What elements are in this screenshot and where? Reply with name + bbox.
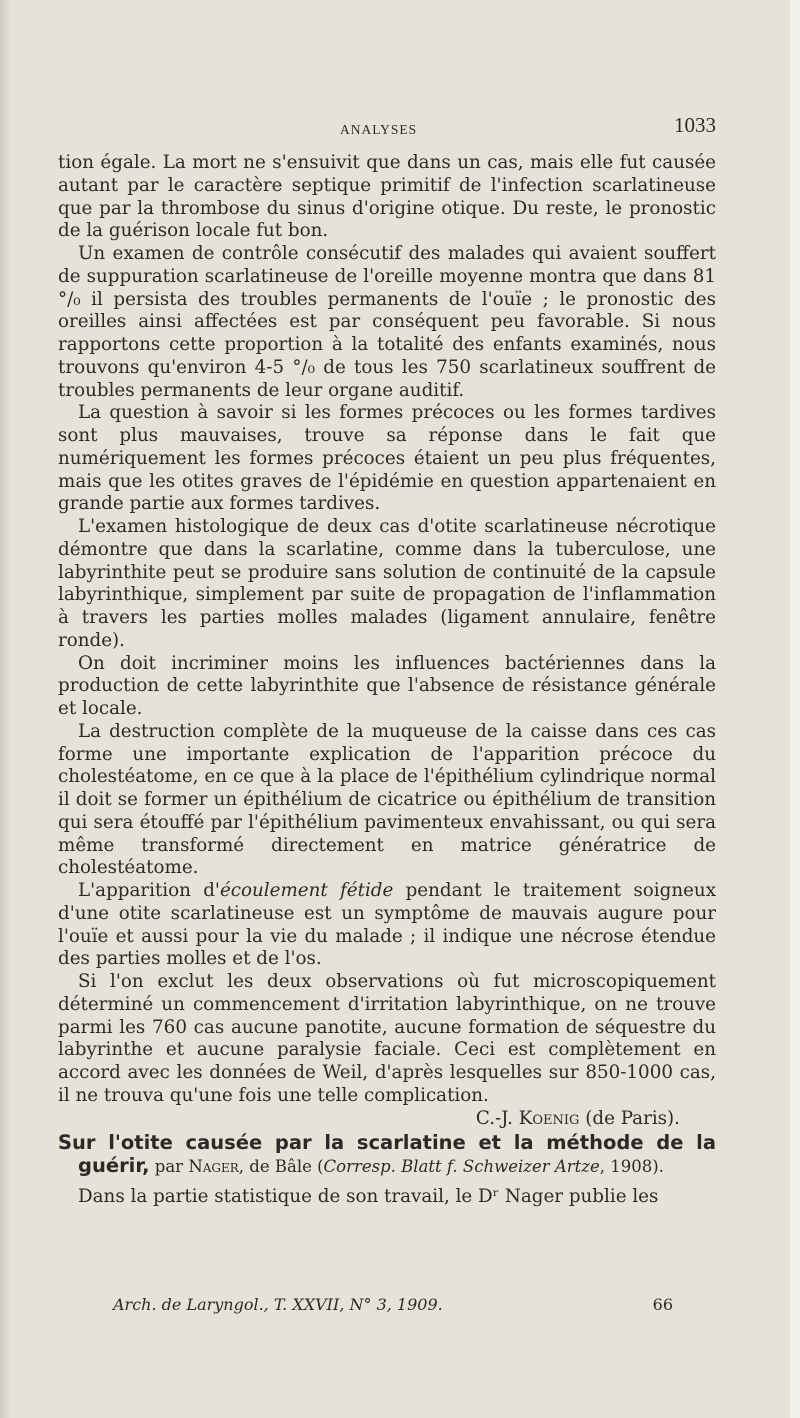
page-right-margin-strip — [790, 0, 800, 1418]
page-content — [58, 112, 716, 1209]
article-city: , de Bâle ( — [238, 1156, 324, 1176]
article-author: Nager — [188, 1156, 239, 1176]
signature-place: (de Paris). — [579, 1107, 680, 1129]
page-footer — [113, 1295, 673, 1314]
paragraph-7-start: L'apparition d' — [78, 880, 220, 901]
signature-name: Koenig — [518, 1107, 580, 1129]
paragraph-2: Un examen de contrôle consécutif des malades qui avaient souffert de suppuration scarlatineuse de l'oreille moyenne montra que dans 81 °/₀ il persista des troubles permanents de l'ouïe ; le pronostic des oreilles ainsi affectées est par conséquent peu favorable. Si nous rapportons cette proportion à la totalité des enfants examinés, nous trouvons qu'environ 4-5 °/₀ de tous les 750 scarlatineux souffrent de troubles permanents de leur organe auditif. — [58, 243, 716, 401]
paragraph-3: La question à savoir si les formes précoces ou les formes tardives sont plus mauvaises, trouve sa réponse dans le fait que numériquement les formes précoces étaient un peu plus fréquentes, mais que les otites graves de l'épidémie en question appartenaient en grande partie aux formes tardives. — [58, 402, 716, 515]
paragraph-5: On doit incriminer moins les influences bactériennes dans la production de cette labyrinthite que l'absence de résistance générale et locale. — [58, 652, 716, 719]
page-left-edge-shadow — [0, 0, 12, 1418]
paragraph-7-emphasis: écoulement fétide — [219, 880, 394, 901]
signature — [58, 1108, 716, 1131]
running-head-title: ANALYSES — [340, 122, 418, 137]
article-heading — [58, 1132, 716, 1178]
paragraph-8: Si l'on exclut les deux observations où fut microscopiquement déterminé un commencement d'irritation labyrinthique, on ne trouve parmi les 760 cas aucune panotite, aucune formation de séquestre du labyrinthe et aucune paralysie faciale. Ceci est complètement en accord avec les données de Weil, d'après lesquelles sur 850-1000 cas, il ne trouva qu'une fois une telle complication. — [58, 971, 716, 1106]
article-title: Sur l'otite causée par la scarlatine et la méthode de la guérir, — [58, 1131, 716, 1177]
article-journal: Corresp. Blatt f. Schweizer Artze — [323, 1156, 600, 1176]
paragraph-4: L'examen histologique de deux cas d'otite scarlatineuse nécrotique démontre que dans la scarlatine, comme dans la tuberculose, une labyrinthite peut se produire sans solution de continuité de la capsule labyrinthique, simplement par suite de propagation de l'inflammation à travers les parties molles malades (ligament annulaire, fenêtre ronde). — [58, 516, 716, 651]
footer-journal: Arch. de Laryngol., T. XXVII, N° 3, 1909. — [113, 1295, 443, 1314]
footer-sheet-number: 66 — [652, 1295, 673, 1314]
article-year: , 1908). — [599, 1156, 664, 1176]
running-head — [58, 112, 716, 152]
page-number: 1033 — [674, 113, 716, 137]
paragraph-7-end: pendant le traitement soigneux d'une otite scarlatineuse est un symptôme de mauvais augure pour l'ouïe et aussi pour la vie du malade ; il indique une nécrose étendue des parties molles et de l'os. — [58, 880, 717, 970]
article-first-line: Dans la partie statistique de son travail, le Dʳ Nager publie les — [78, 1186, 659, 1208]
paragraph-7 — [58, 880, 716, 971]
signature-initials: C.-J. — [475, 1107, 519, 1129]
article-by: par — [149, 1156, 189, 1176]
paragraph-6: La destruction complète de la muqueuse de la caisse dans ces cas forme une importante explication de l'apparition précoce du cholestéatome, en ce que à la place de l'épithélium cylindrique normal il doit se former un épithélium de cicatrice ou épithélium de transition qui sera étouffé par l'épithélium pavimenteux envahissant, ou qui sera même transformé directement en matrice génératrice de cholestéatome. — [58, 720, 716, 879]
paragraph-1: tion égale. La mort ne s'ensuivit que dans un cas, mais elle fut causée autant par le caractère septique primitif de l'infection scarlatineuse que par la thrombose du sinus d'origine otique. Du reste, le pronostic de la guérison locale fut bon. — [58, 152, 716, 242]
